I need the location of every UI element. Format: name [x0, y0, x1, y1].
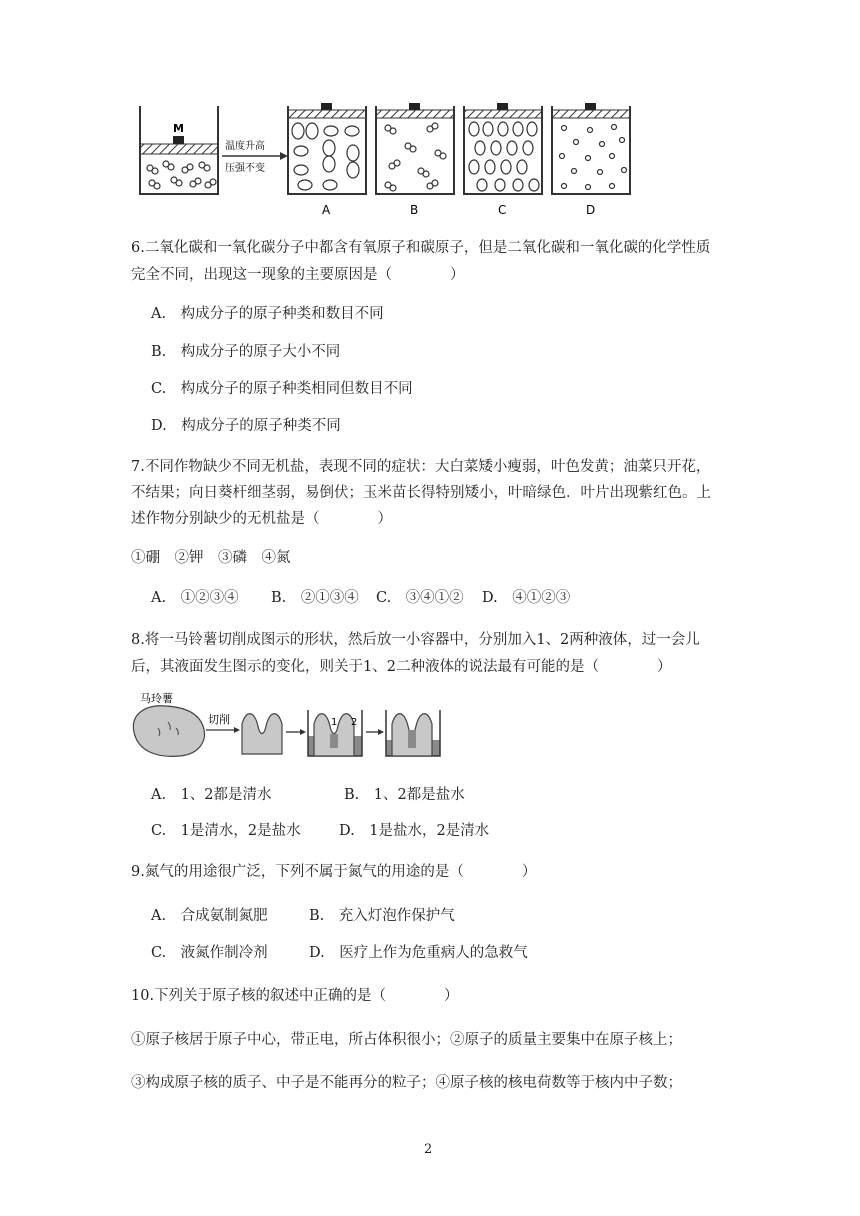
container-b	[376, 103, 454, 194]
q6-option-b: B. 构成分子的原子大小不同	[151, 344, 341, 360]
molecule-container-figure	[130, 98, 640, 220]
container-a	[288, 103, 366, 194]
q9-option-c: C. 液氮作制冷剂	[151, 945, 268, 961]
q7-stem-line-3: 述作物分别缺少的无机盐是（ ）	[131, 511, 392, 527]
q8-option-c: C. 1是清水，2是盐水	[151, 823, 301, 839]
initial-container	[140, 106, 218, 194]
potato-label: 马玲薯	[140, 692, 173, 705]
q6-option-c: C. 构成分子的原子种类相同但数目不同	[151, 381, 413, 397]
cut-potato	[242, 714, 282, 754]
q7-option-b: B. ②①③④	[271, 590, 359, 606]
label-a: A	[322, 203, 331, 217]
q7-items: ①硼 ②钾 ③磷 ④氮	[131, 550, 291, 566]
q8-options-row-1	[151, 785, 465, 805]
label-c: C	[498, 203, 507, 217]
arrow-text-2: 压强不变	[225, 163, 265, 174]
cut-arrow	[206, 712, 240, 733]
q7-option-a: A. ①②③④	[151, 590, 239, 606]
q9-stem: 9.氮气的用途很广泛，下列不属于氮气的用途的是（ ）	[131, 864, 537, 880]
container-after	[386, 710, 440, 756]
container-before	[308, 710, 362, 756]
potato	[133, 692, 204, 756]
m-label: M	[173, 122, 184, 135]
q9-option-d: D. 医疗上作为危重病人的急救气	[309, 945, 528, 961]
arrow	[222, 139, 288, 174]
q9-option-a: A. 合成氨制氮肥	[151, 908, 268, 924]
q10-line-2: ③构成原子核的质子、中子是不能再分的粒子；④原子核的核电荷数等于核内中子数；	[131, 1075, 682, 1091]
label-2: 2	[351, 717, 358, 728]
q9-options-row-2	[151, 943, 528, 963]
container-c	[464, 103, 542, 194]
q6-stem-line-1: 6.二氧化碳和一氧化碳分子中都含有氧原子和碳原子，但是二氧化碳和一氧化碳的化学性质	[131, 240, 711, 256]
q7-stem-line-2: 不结果；向日葵杆细茎弱，易倒伏；玉米苗长得特别矮小，叶暗绿色．叶片出现紫红色。上	[131, 485, 711, 501]
q8-option-b: B. 1、2都是盐水	[344, 787, 465, 803]
q7-option-c: C. ③④①②	[376, 590, 464, 606]
arrow-3	[366, 729, 384, 735]
q8-option-d: D. 1是盐水，2是清水	[339, 823, 490, 839]
cut-label: 切削	[208, 713, 230, 726]
q6-option-a: A. 构成分子的原子种类和数目不同	[151, 306, 384, 322]
q8-stem-line-2: 后，其液面发生图示的变化，则关于1、2二种液体的说法最有可能的是（ ）	[131, 659, 672, 675]
label-1: 1	[331, 717, 338, 728]
q8-stem-line-1: 8.将一马铃薯切削成图示的形状，然后放一小容器中，分别加入1、2两种液体，过一会儿	[131, 632, 700, 648]
q7-option-d: D. ④①②③	[482, 590, 571, 606]
q9-option-b: B. 充入灯泡作保护气	[309, 908, 455, 924]
label-b: B	[410, 203, 419, 217]
q9-options-row-1	[151, 906, 455, 926]
q8-option-a: A. 1、2都是清水	[151, 787, 272, 803]
label-d: D	[586, 203, 596, 217]
q7-stem-line-1: 7.不同作物缺少不同无机盐，表现不同的症状：大白菜矮小瘦弱，叶色发黄；油菜只开花，	[131, 459, 711, 475]
q6-option-d: D. 构成分子的原子种类不同	[151, 418, 341, 434]
container-d	[552, 103, 630, 194]
q6-stem-line-2: 完全不同，出现这一现象的主要原因是（ ）	[131, 267, 465, 283]
arrow-text-1: 温度升高	[225, 141, 265, 152]
q7-options	[151, 588, 570, 608]
q10-line-1: ①原子核居于原子中心，带正电，所占体积很小；②原子的质量主要集中在原子核上；	[131, 1032, 682, 1048]
arrow-2	[286, 729, 306, 735]
q8-options-row-2	[151, 821, 489, 841]
page-number: 2	[424, 1142, 433, 1157]
potato-experiment-figure	[128, 692, 444, 766]
q10-stem: 10.下列关于原子核的叙述中正确的是（ ）	[131, 988, 459, 1004]
